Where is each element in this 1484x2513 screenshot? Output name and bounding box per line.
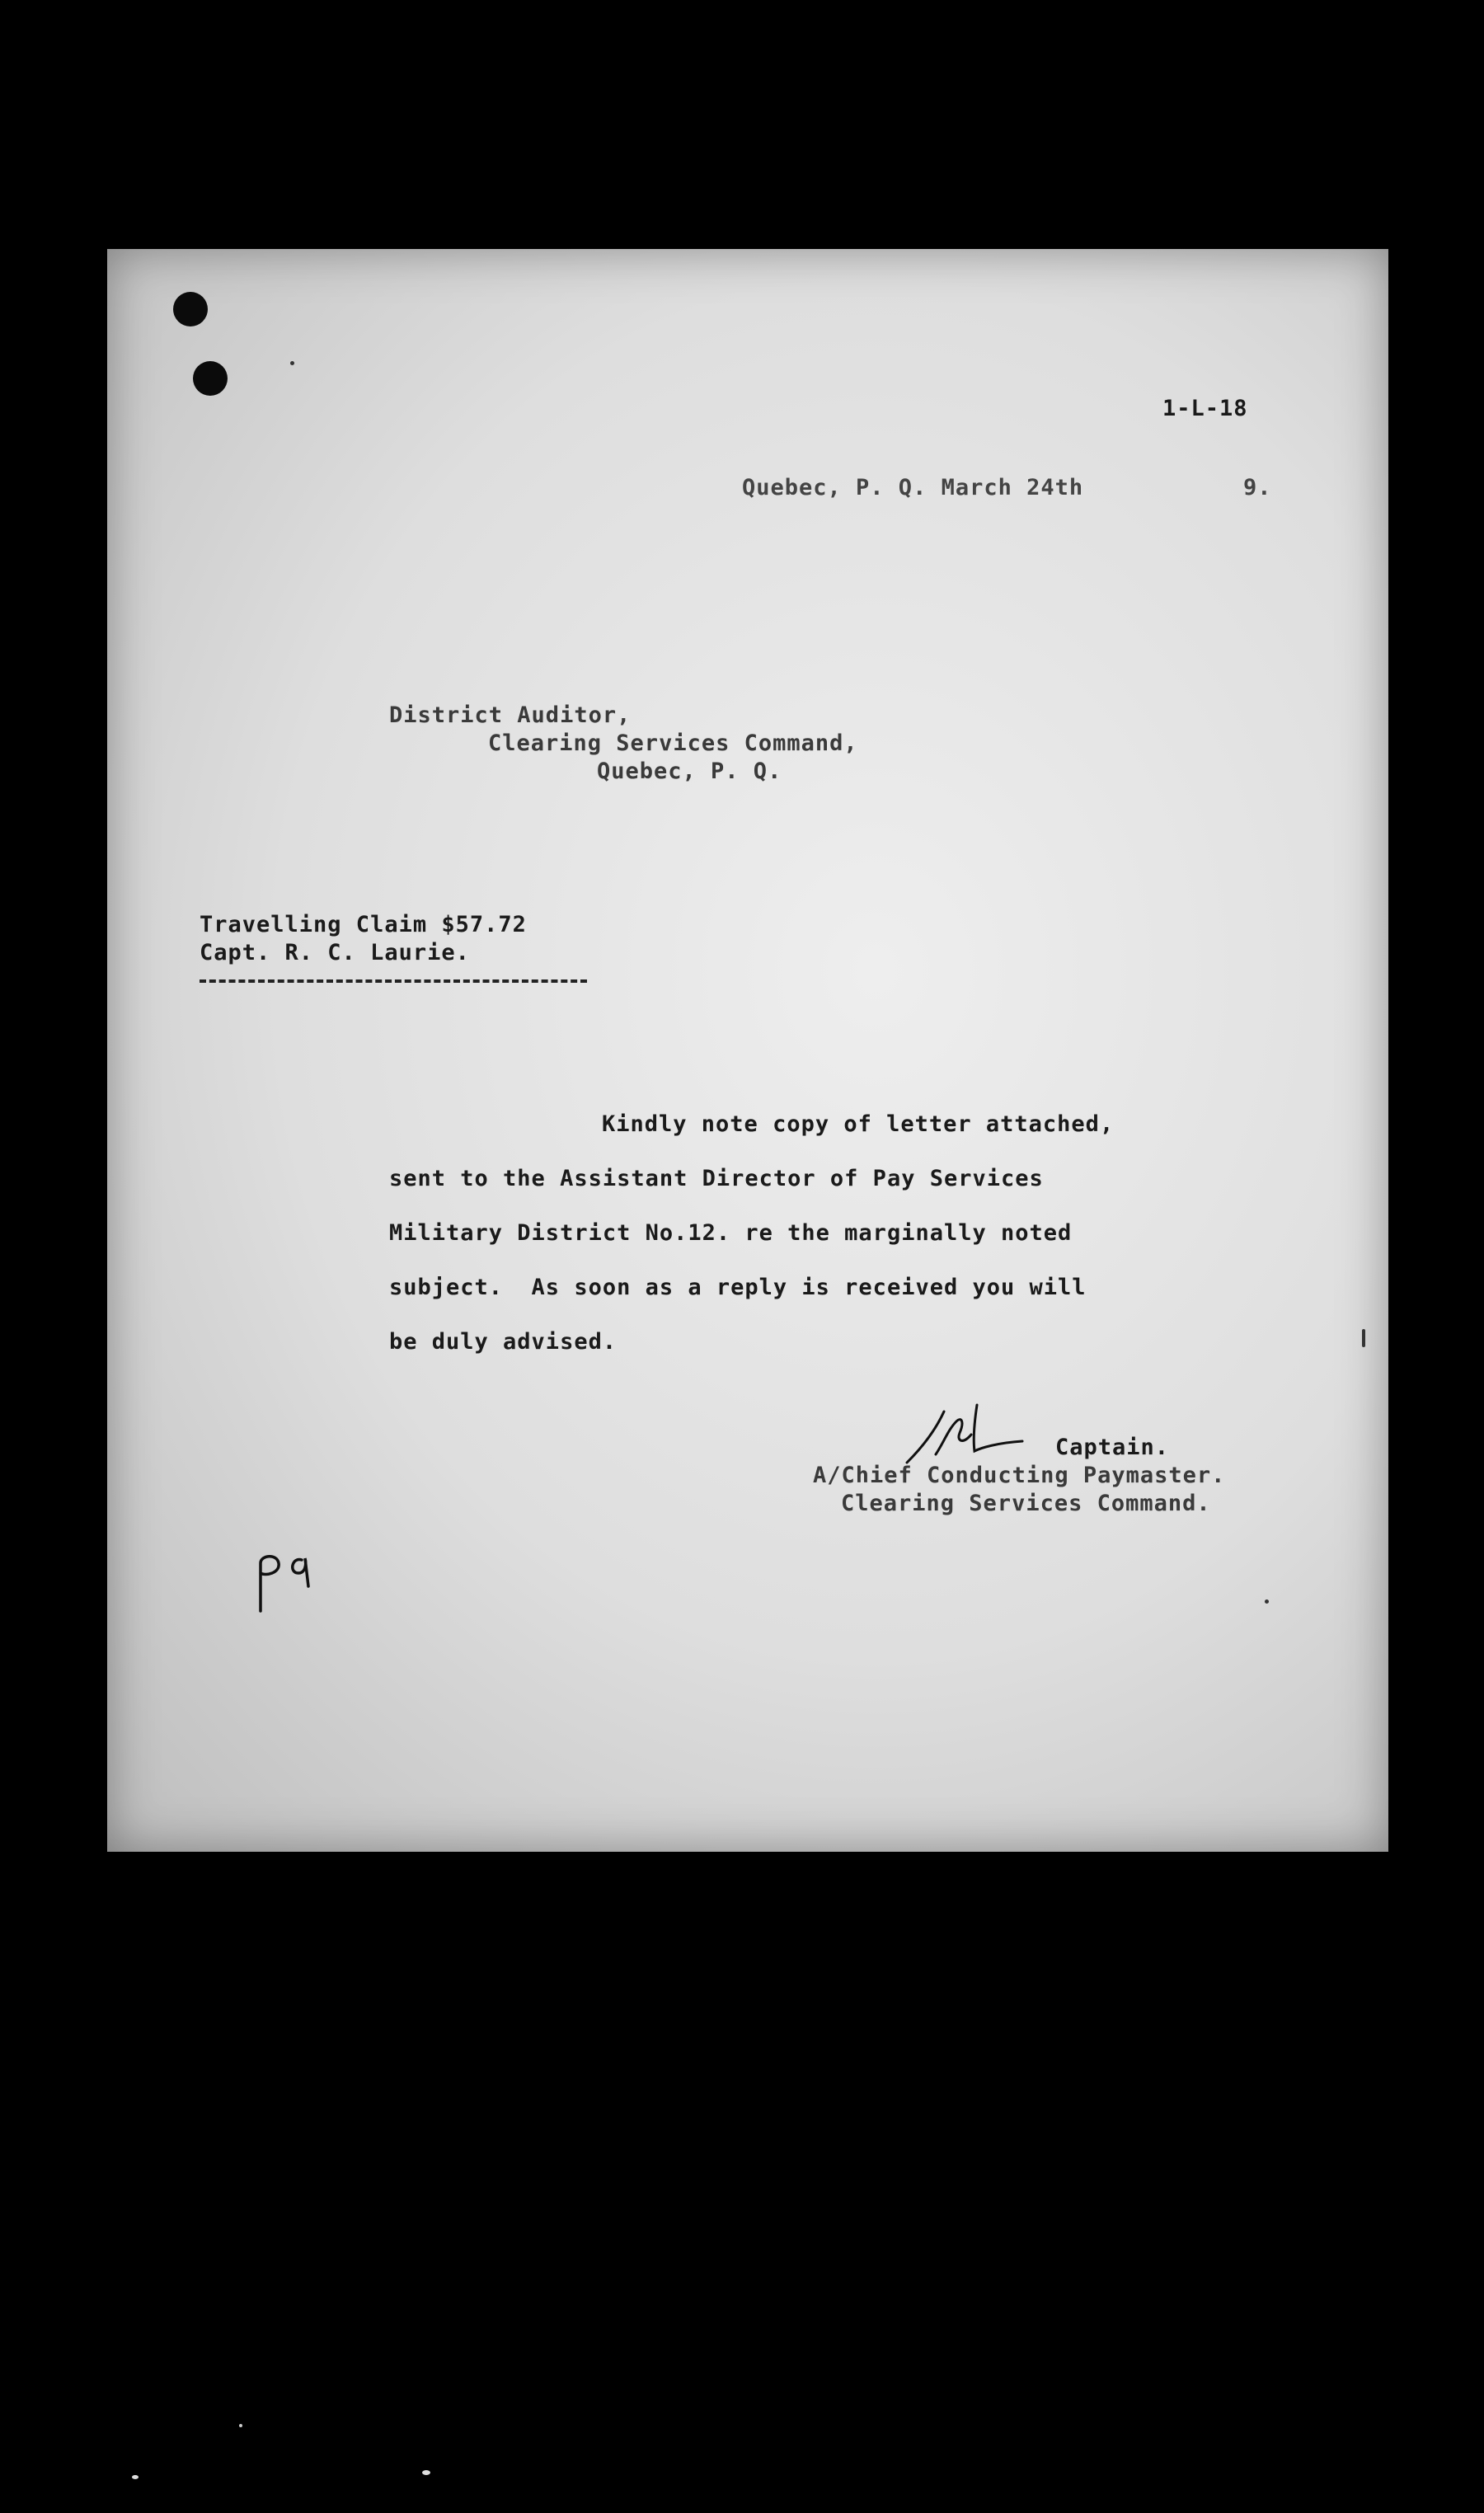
- film-speck: [132, 2475, 139, 2479]
- film-speck: [239, 2424, 242, 2427]
- handwritten-signature: [899, 1397, 1047, 1471]
- signature-command: Clearing Services Command.: [841, 1491, 1211, 1516]
- body-line-4: subject. As soon as a reply is received you will: [389, 1275, 1087, 1300]
- paper-speck: [1265, 1599, 1269, 1604]
- signature-title: Captain.: [1055, 1435, 1170, 1460]
- letter-page: [107, 249, 1388, 1852]
- punch-hole-top: [173, 292, 208, 326]
- subject-line-2: Capt. R. C. Laurie.: [200, 940, 470, 965]
- film-speck: [422, 2470, 430, 2475]
- recipient-line-1: District Auditor,: [389, 702, 632, 728]
- date-suffix: 9.: [1243, 475, 1272, 500]
- subject-underline: [200, 979, 587, 983]
- body-line-3: Military District No.12. re the marginally noted: [389, 1220, 1073, 1246]
- paper-mark: [1362, 1329, 1365, 1347]
- recipient-line-3: Quebec, P. Q.: [597, 759, 782, 784]
- date-line: Quebec, P. Q. March 24th: [742, 475, 1084, 500]
- reference-number: 1-L-18: [1162, 396, 1248, 421]
- signature-position: A/Chief Conducting Paymaster.: [813, 1463, 1226, 1488]
- body-line-2: sent to the Assistant Director of Pay Services: [389, 1166, 1044, 1191]
- handwritten-annotation: [244, 1545, 326, 1619]
- subject-line-1: Travelling Claim $57.72: [200, 912, 527, 937]
- paper-speck: [290, 361, 294, 365]
- body-line-1: Kindly note copy of letter attached,: [602, 1111, 1115, 1137]
- recipient-line-2: Clearing Services Command,: [488, 730, 858, 756]
- punch-hole-bottom: [193, 361, 228, 396]
- body-line-5: be duly advised.: [389, 1329, 618, 1355]
